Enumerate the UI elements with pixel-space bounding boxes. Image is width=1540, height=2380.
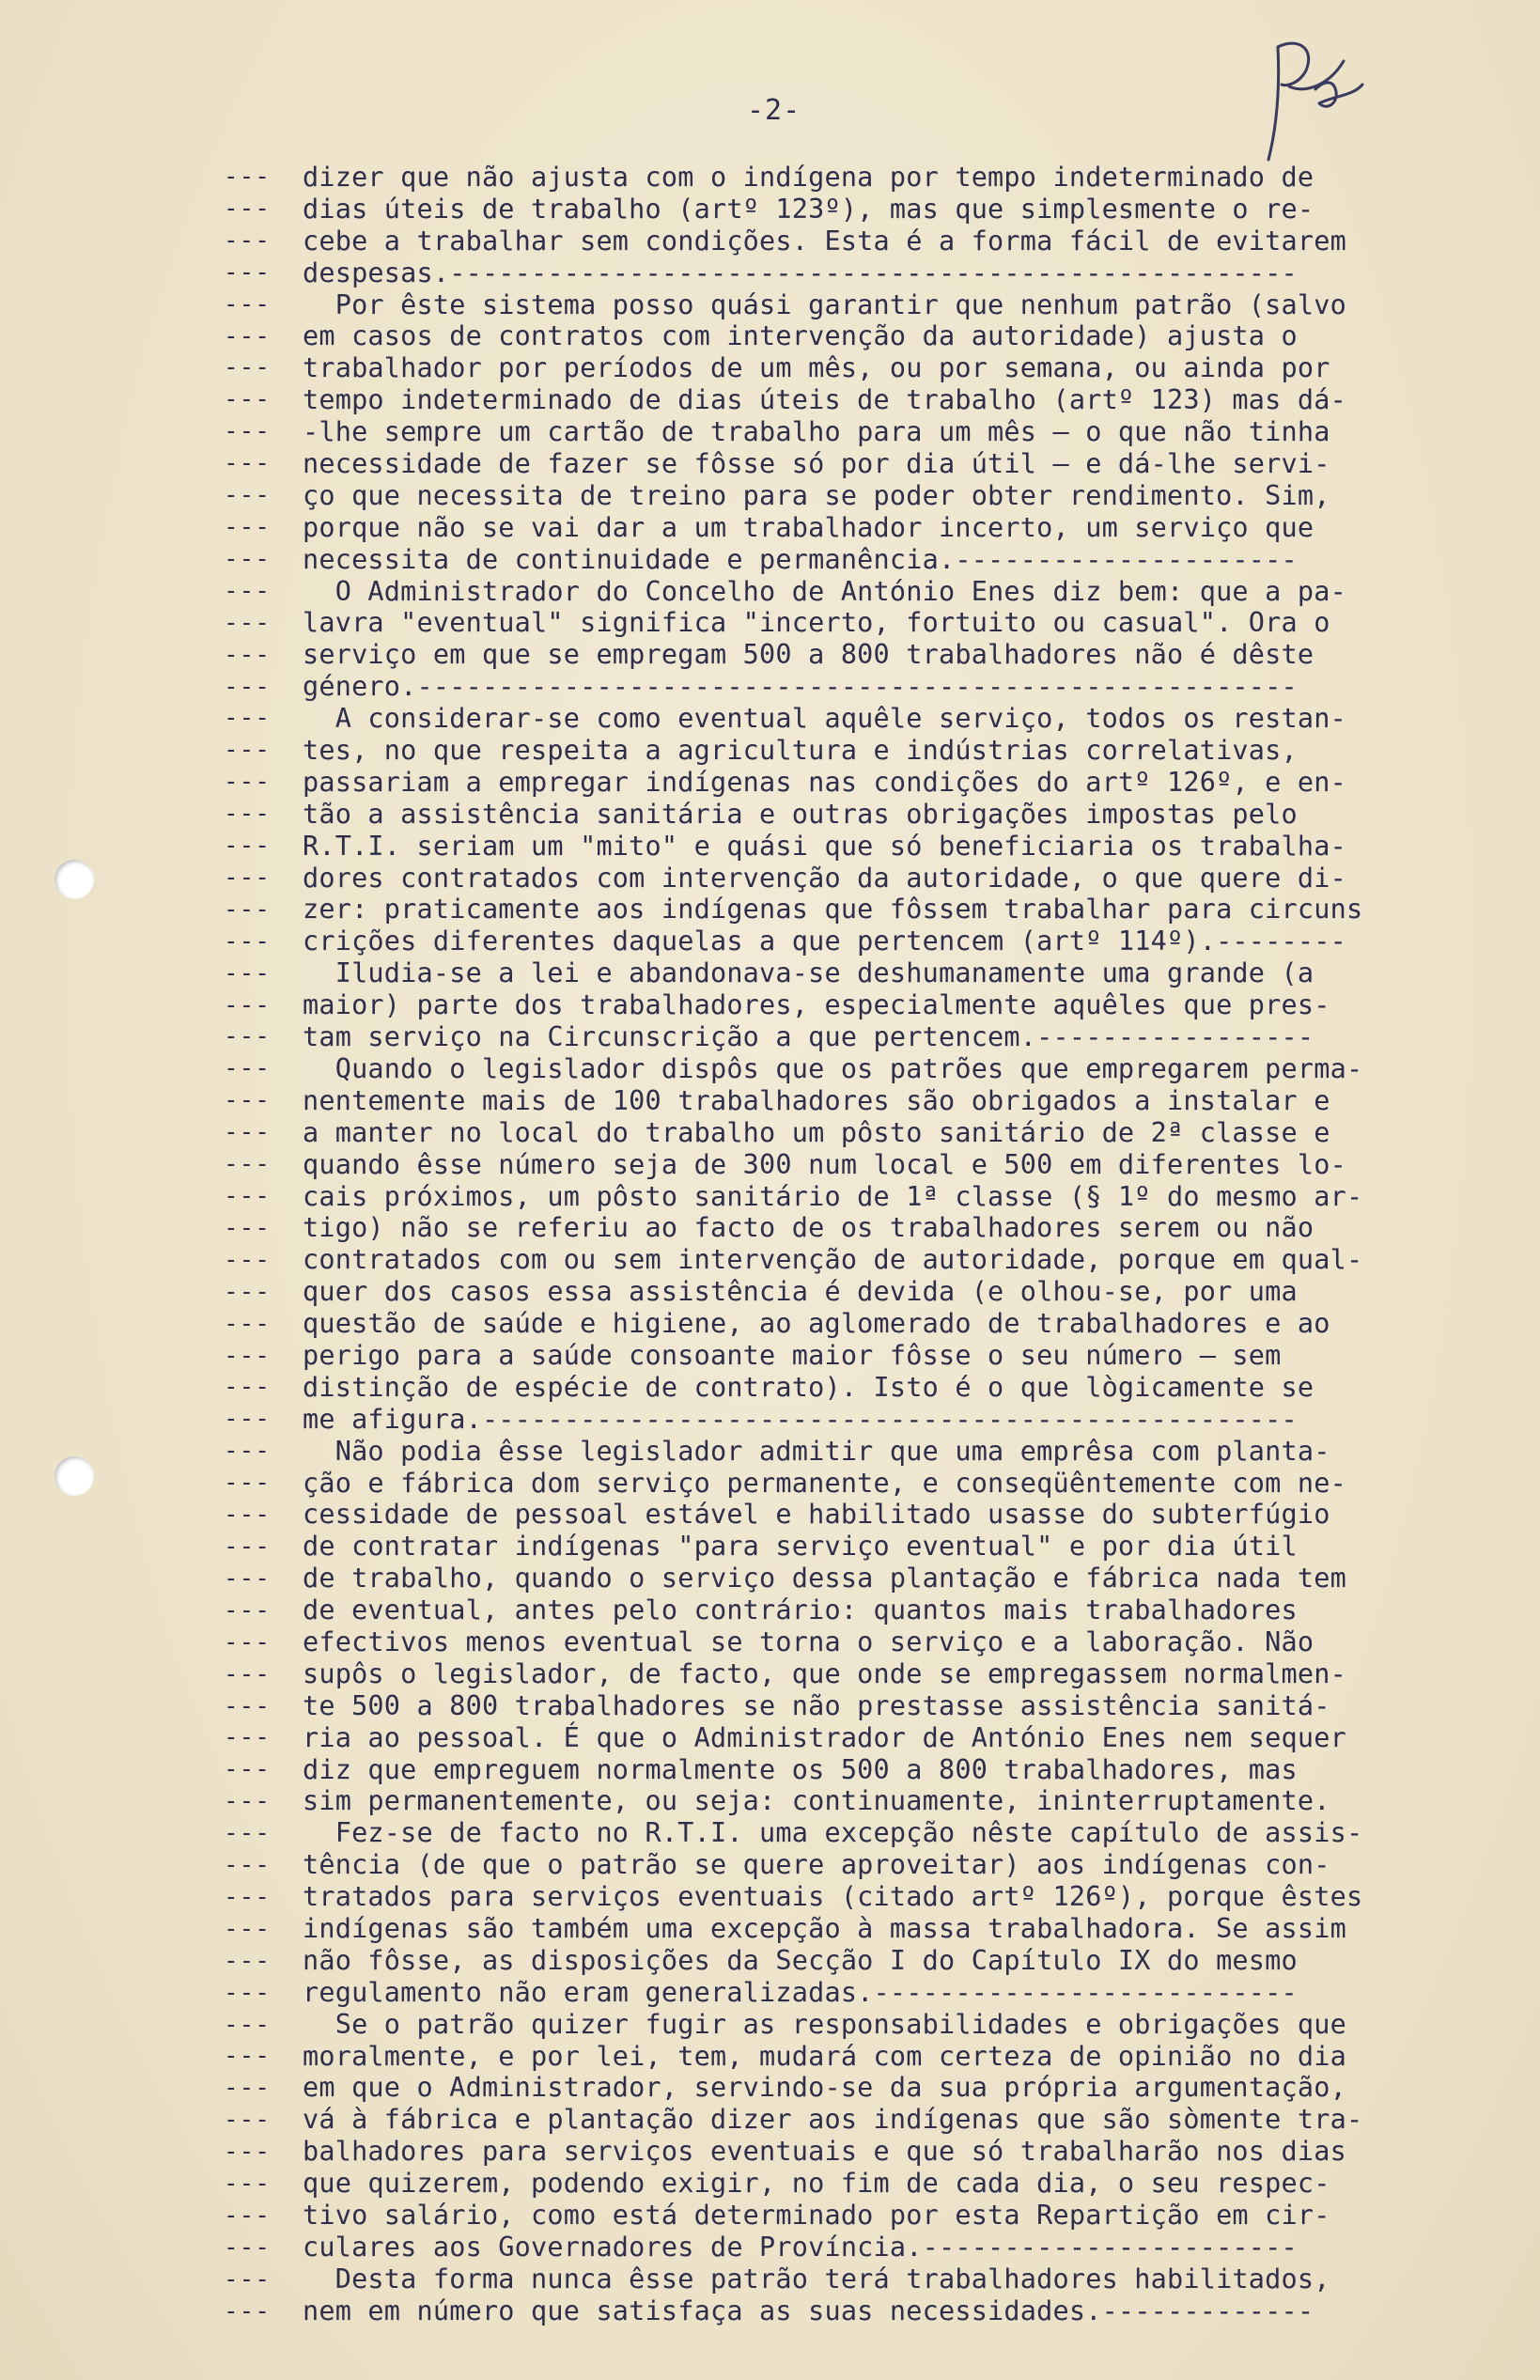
text-line: regulamento não eram generalizadas.--------------------------	[303, 1976, 1298, 2008]
margin-dash: ---	[224, 289, 271, 319]
text-line: cessidade de pessoal estável e habilitado usasse do subterfúgio	[303, 1499, 1330, 1531]
margin-dash: ---	[224, 1118, 271, 1147]
text-line: trabalhador por períodos de um mês, ou por semana, ou ainda por	[303, 352, 1330, 384]
margin-dash: ---	[224, 2106, 271, 2135]
text-line: O Administrador do Concelho de António Enes diz bem: que a pa-	[303, 575, 1346, 607]
text-line: necessita de continuidade e permanência.---------------------	[303, 543, 1298, 575]
margin-dash: ---	[224, 2264, 271, 2294]
text-line: A considerar-se como eventual aquêle serviço, todos os restan-	[303, 703, 1346, 735]
text-line: vá à fábrica e plantação dizer aos indígenas que são sòmente tra-	[303, 2104, 1363, 2136]
text-line: tão a assistência sanitária e outras obrigações impostas pelo	[303, 798, 1298, 830]
margin-dash: ---	[224, 2138, 271, 2167]
margin-dash: ---	[224, 640, 271, 669]
text-line: necessidade de fazer se fôsse só por dia útil — e dá-lhe servi-	[303, 448, 1330, 480]
text-line: culares aos Governadores de Província.-----------------------	[303, 2231, 1298, 2263]
margin-dash: ---	[224, 894, 271, 924]
text-line: distinção de espécie de contrato). Isto é o que lògicamente se	[303, 1371, 1314, 1403]
left-margin-marks	[224, 162, 271, 2328]
text-line: lavra "eventual" significa "incerto, fortuito ou casual". Ora o	[303, 607, 1330, 639]
text-line: tempo indeterminado de dias úteis de trabalho (artº 123) mas dá-	[303, 384, 1346, 416]
margin-dash: ---	[224, 1882, 271, 1911]
margin-dash: ---	[224, 417, 271, 446]
margin-dash: ---	[224, 2074, 271, 2103]
margin-dash: ---	[224, 385, 271, 414]
margin-dash: ---	[224, 1755, 271, 1784]
text-line: em que o Administrador, servindo-se da sua própria argumentação,	[303, 2072, 1346, 2104]
text-line: dores contratados com intervenção da autoridade, o que quere di-	[303, 862, 1346, 894]
text-line: Se o patrão quizer fugir as responsabilidades e obrigações que	[303, 2008, 1346, 2040]
margin-dash: ---	[224, 512, 271, 541]
margin-dash: ---	[224, 1341, 271, 1370]
margin-dash: ---	[224, 1819, 271, 1848]
text-line: quando êsse número seja de 300 num local e 500 em diferentes lo-	[303, 1148, 1346, 1180]
text-line: nem em número que satisfaça as suas necessidades.-------------	[303, 2294, 1314, 2326]
margin-dash: ---	[224, 926, 271, 956]
margin-dash: ---	[224, 544, 271, 573]
text-line: Quando o legislador dispôs que os patrões que empregarem perma-	[303, 1052, 1363, 1084]
margin-dash: ---	[224, 1563, 271, 1593]
margin-dash: ---	[224, 226, 271, 255]
margin-dash: ---	[224, 257, 271, 287]
margin-dash: ---	[224, 1914, 271, 1943]
margin-dash: ---	[224, 1245, 271, 1274]
margin-dash: ---	[224, 353, 271, 382]
text-line: Não podia êsse legislador admitir que uma emprêsa com planta-	[303, 1435, 1330, 1467]
margin-dash: ---	[224, 1946, 271, 1975]
text-line: tratados para serviços eventuais (citado artº 126º), porque êstes	[303, 1881, 1363, 1913]
text-line: balhadores para serviços eventuais e que só trabalharão nos dias	[303, 2136, 1346, 2168]
text-line: passariam a empregar indígenas nas condições do artº 126º, e en-	[303, 766, 1346, 798]
margin-dash: ---	[224, 832, 271, 861]
text-line: cebe a trabalhar sem condições. Esta é a forma fácil de evitarem	[303, 225, 1346, 257]
text-line: maior) parte dos trabalhadores, especialmente aquêles que pres-	[303, 989, 1330, 1021]
margin-dash: ---	[224, 321, 271, 350]
text-line: cais próximos, um pôsto sanitário de 1ª classe (§ 1º do mesmo ar-	[303, 1180, 1363, 1212]
text-line: contratados com ou sem intervenção de autoridade, porque em qual-	[303, 1244, 1363, 1276]
handwritten-initials	[1240, 28, 1372, 169]
text-line: R.T.I. seriam um "mito" e quási que só beneficiaria os trabalha-	[303, 830, 1346, 862]
margin-dash: ---	[224, 958, 271, 988]
margin-dash: ---	[224, 194, 271, 223]
margin-dash: ---	[224, 800, 271, 829]
text-line: tência (de que o patrão se quere aproveitar) aos indígenas con-	[303, 1849, 1330, 1881]
margin-dash: ---	[224, 2296, 271, 2326]
margin-dash: ---	[224, 1691, 271, 1720]
margin-dash: ---	[224, 736, 271, 765]
text-line: Iludia-se a lei e abandonava-se deshumanamente uma grande (a	[303, 957, 1314, 989]
punch-hole	[54, 1456, 94, 1496]
text-line: nentemente mais de 100 trabalhadores são obrigados a instalar e	[303, 1084, 1330, 1116]
text-line: serviço em que se empregam 500 a 800 trabalhadores não é dêste	[303, 639, 1314, 671]
text-line: de trabalho, quando o serviço dessa plantação e fábrica nada tem	[303, 1563, 1346, 1594]
text-line: questão de saúde e higiene, ao aglomerado de trabalhadores e ao	[303, 1308, 1330, 1340]
text-line: zer: praticamente aos indígenas que fôssem trabalhar para circuns	[303, 894, 1363, 926]
margin-dash: ---	[224, 1405, 271, 1434]
text-line: -lhe sempre um cartão de trabalho para um mês — o que não tinha	[303, 416, 1330, 448]
text-line: efectivos menos eventual se torna o serviço e a laboração. Não	[303, 1626, 1314, 1657]
margin-dash: ---	[224, 1277, 271, 1306]
margin-dash: ---	[224, 1054, 271, 1083]
text-line: despesas.----------------------------------------------------	[303, 257, 1298, 288]
text-line: diz que empreguem normalmente os 500 a 800 trabalhadores, mas	[303, 1753, 1298, 1785]
margin-dash: ---	[224, 449, 271, 478]
page-number: -2-	[747, 94, 801, 127]
text-line: porque não se vai dar a um trabalhador incerto, um serviço que	[303, 511, 1314, 543]
margin-dash: ---	[224, 863, 271, 892]
margin-dash: ---	[224, 672, 271, 701]
text-line: de eventual, antes pelo contrário: quantos mais trabalhadores	[303, 1594, 1298, 1626]
margin-dash: ---	[224, 1182, 271, 1210]
text-line: supôs o legislador, de facto, que onde se empregassem normalmen-	[303, 1657, 1346, 1689]
margin-dash: ---	[224, 1851, 271, 1880]
margin-dash: ---	[224, 1373, 271, 1402]
text-line: ção e fábrica dom serviço permanente, e conseqüêntemente com ne-	[303, 1467, 1346, 1499]
margin-dash: ---	[224, 2042, 271, 2071]
text-line: tigo) não se referiu ao facto de os trabalhadores serem ou não	[303, 1212, 1314, 1244]
text-line: não fôsse, as disposições da Secção I do Capítulo IX do mesmo	[303, 1944, 1298, 1976]
text-line: género.------------------------------------------------------	[303, 671, 1298, 703]
margin-dash: ---	[224, 608, 271, 637]
margin-dash: ---	[224, 1532, 271, 1561]
text-line: te 500 a 800 trabalhadores se não prestasse assistência sanitá-	[303, 1689, 1330, 1721]
margin-dash: ---	[224, 2170, 271, 2199]
margin-dash: ---	[224, 990, 271, 1019]
text-line: quer dos casos essa assistência é devida (e olhou-se, por uma	[303, 1276, 1298, 1308]
text-line: perigo para a saúde consoante maior fôsse o seu número — sem	[303, 1339, 1282, 1371]
text-line: tes, no que respeita a agricultura e indústrias correlativas,	[303, 735, 1298, 767]
margin-dash: ---	[224, 481, 271, 510]
text-line: tam serviço na Circunscrição a que pertencem.-----------------	[303, 1021, 1314, 1053]
margin-dash: ---	[224, 1437, 271, 1466]
text-line: ço que necessita de treino para se poder obter rendimento. Sim,	[303, 479, 1330, 511]
margin-dash: ---	[224, 1150, 271, 1179]
margin-dash: ---	[224, 2232, 271, 2262]
margin-dash: ---	[224, 768, 271, 797]
margin-dash: ---	[224, 1659, 271, 1688]
margin-dash: ---	[224, 576, 271, 605]
text-line: Por êste sistema posso quási garantir que nenhum patrão (salvo	[303, 288, 1346, 320]
margin-dash: ---	[224, 1469, 271, 1498]
text-line: Desta forma nunca êsse patrão terá trabalhadores habilitados,	[303, 2263, 1330, 2294]
margin-dash: ---	[224, 1309, 271, 1338]
margin-dash: ---	[224, 704, 271, 733]
text-line: em casos de contratos com intervenção da autoridade) ajusta o	[303, 320, 1298, 352]
margin-dash: ---	[224, 1022, 271, 1051]
text-line: indígenas são também uma excepção à massa trabalhadora. Se assim	[303, 1912, 1346, 1944]
margin-dash: ---	[224, 1501, 271, 1530]
margin-dash: ---	[224, 1595, 271, 1625]
margin-dash: ---	[224, 163, 271, 191]
text-line: me afigura.--------------------------------------------------	[303, 1403, 1298, 1435]
text-line: ria ao pessoal. É que o Administrador de António Enes nem sequer	[303, 1721, 1346, 1753]
margin-dash: ---	[224, 1213, 271, 1242]
punch-hole	[54, 860, 94, 899]
margin-dash: ---	[224, 1787, 271, 1816]
text-line: dias úteis de trabalho (artº 123º), mas que simplesmente o re-	[303, 193, 1314, 225]
text-line: a manter no local do trabalho um pôsto sanitário de 2ª classe e	[303, 1116, 1330, 1148]
text-line: crições diferentes daquelas a que pertencem (artº 114º).--------	[303, 926, 1346, 957]
margin-dash: ---	[224, 1978, 271, 2007]
typed-body-text	[303, 162, 1362, 2327]
text-line: que quizerem, podendo exigir, no fim de cada dia, o seu respec-	[303, 2168, 1330, 2200]
text-line: dizer que não ajusta com o indígena por tempo indeterminado de	[303, 162, 1314, 193]
margin-dash: ---	[224, 1723, 271, 1752]
margin-dash: ---	[224, 1627, 271, 1657]
text-line: moralmente, e por lei, tem, mudará com certeza de opinião no dia	[303, 2040, 1346, 2072]
text-line: tivo salário, como está determinado por esta Repartição em cir-	[303, 2200, 1330, 2231]
margin-dash: ---	[224, 2010, 271, 2039]
margin-dash: ---	[224, 2201, 271, 2230]
text-line: Fez-se de facto no R.T.I. uma excepção nêste capítulo de assis-	[303, 1817, 1363, 1849]
text-line: de contratar indígenas "para serviço eventual" e por dia útil	[303, 1531, 1298, 1563]
text-line: sim permanentemente, ou seja: continuamente, ininterruptamente.	[303, 1785, 1330, 1817]
margin-dash: ---	[224, 1086, 271, 1115]
